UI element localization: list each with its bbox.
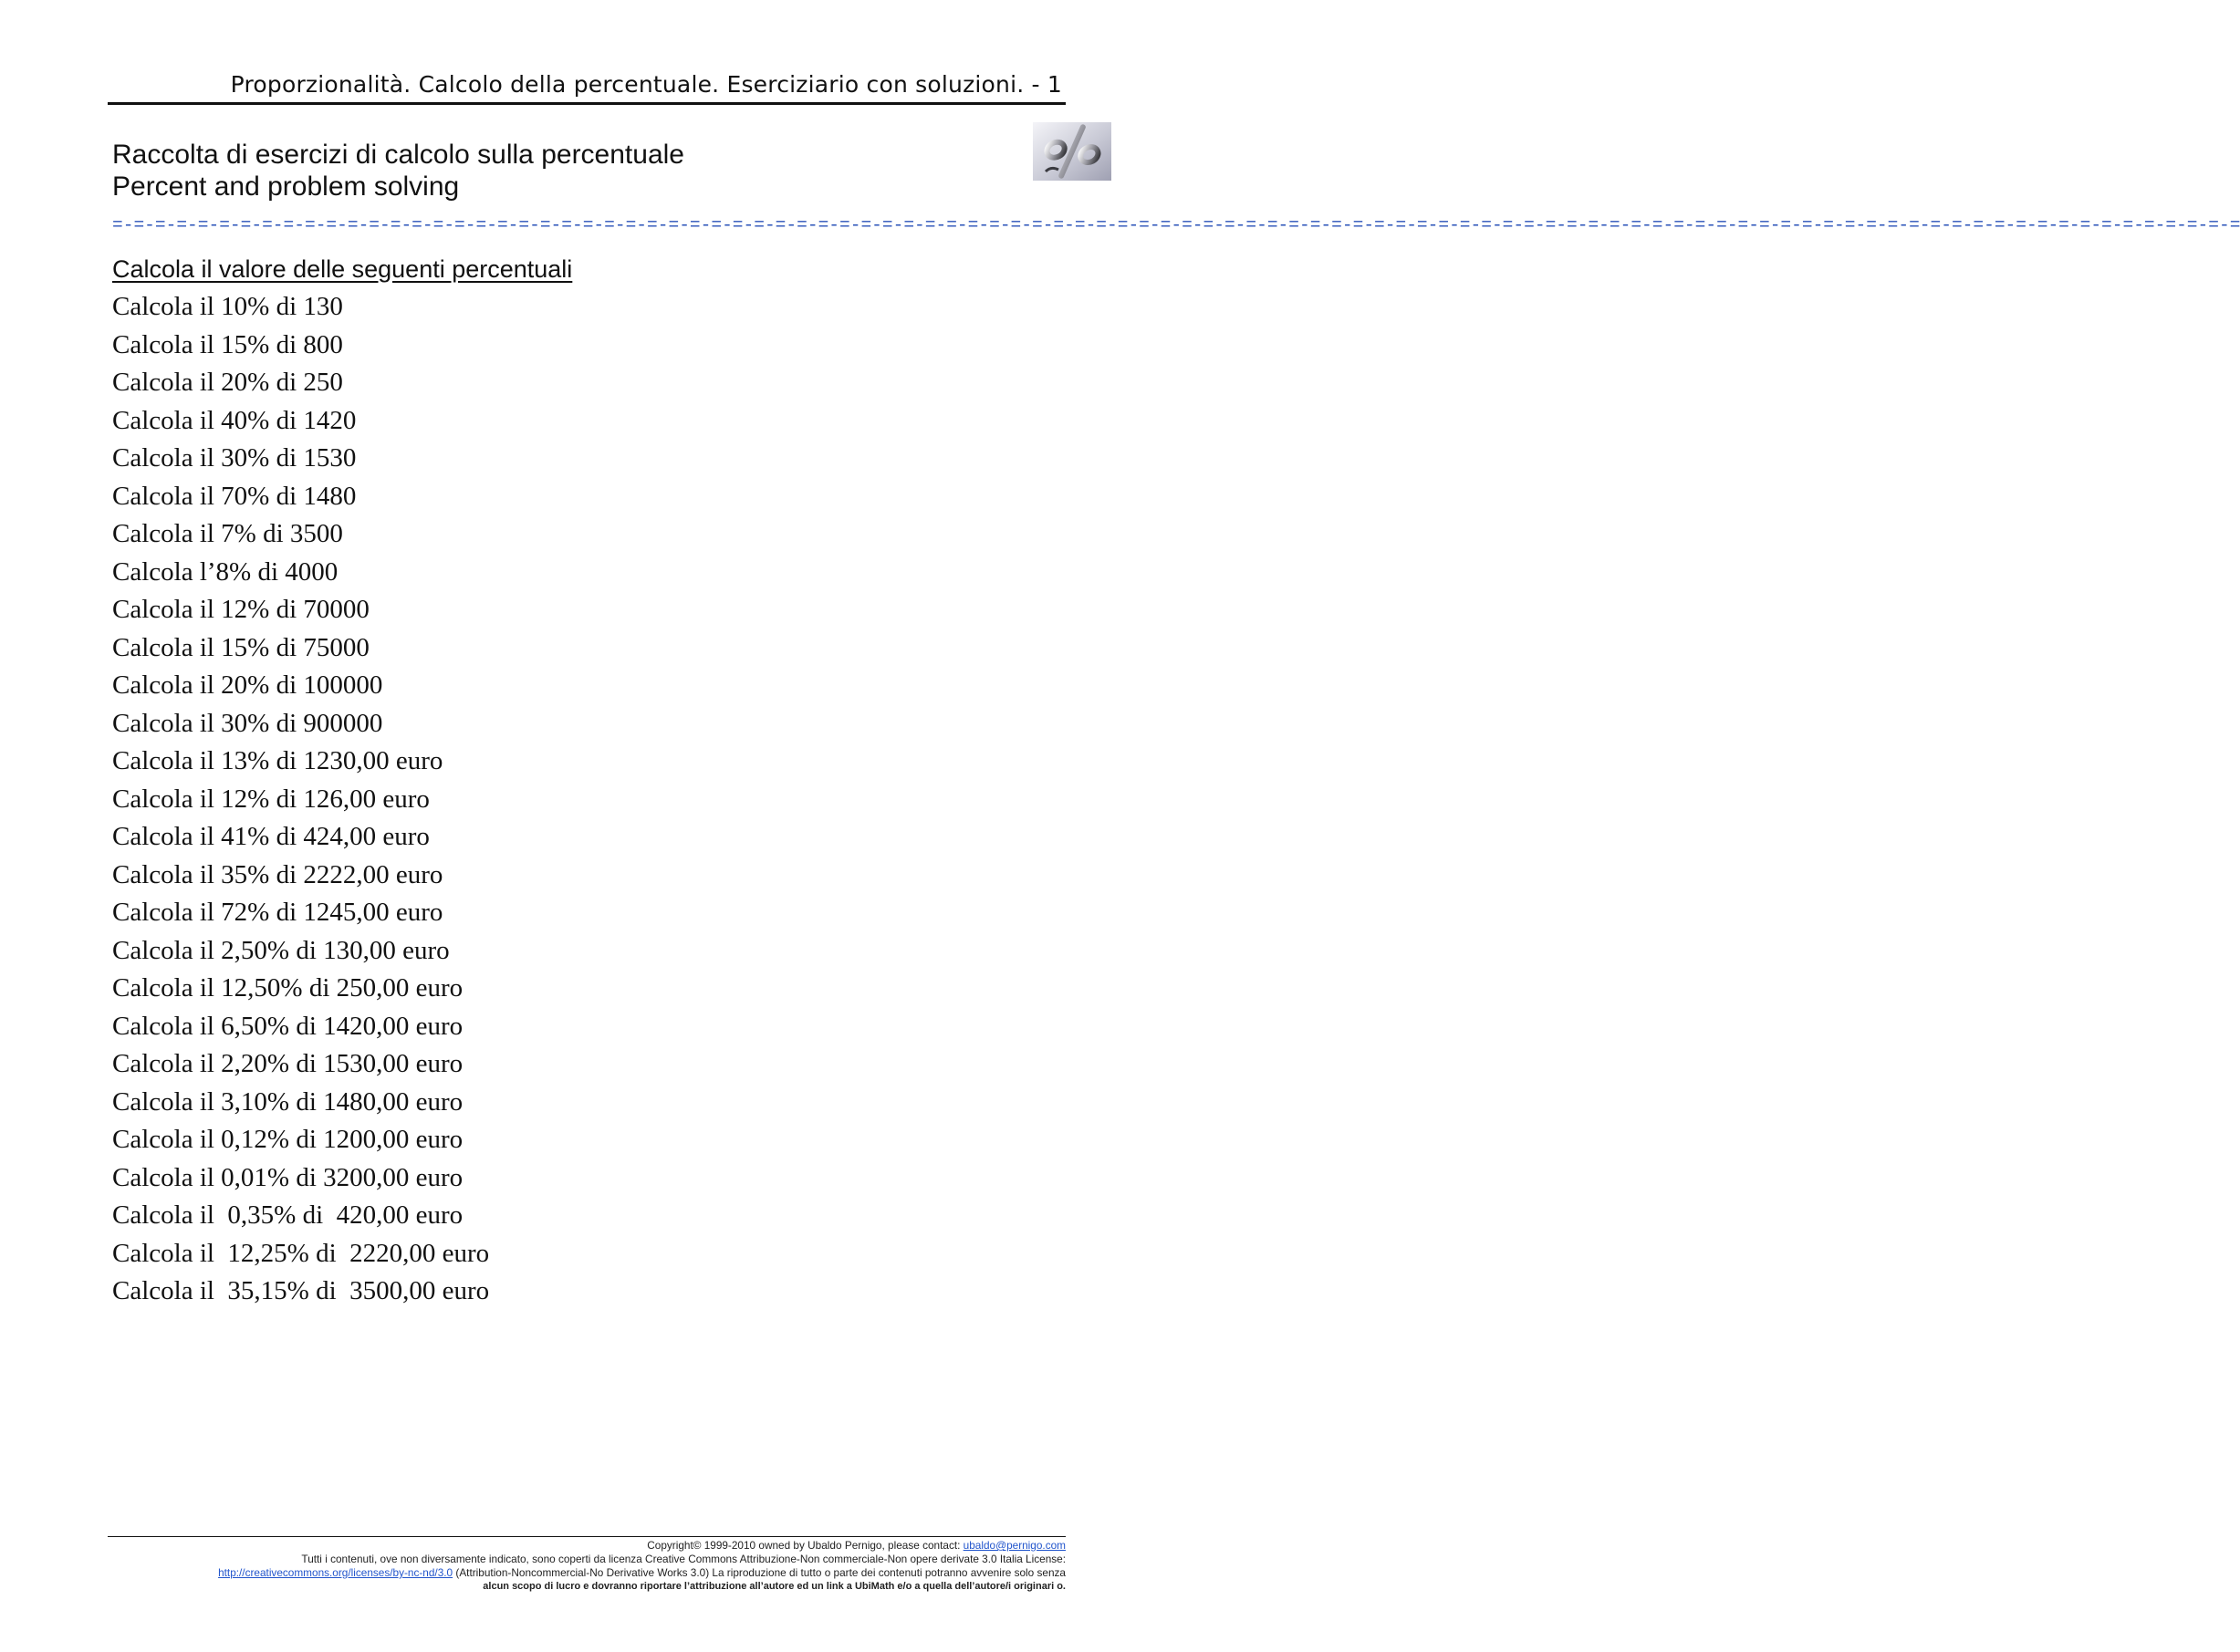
section-heading: Calcola il valore delle seguenti percentuali <box>112 255 573 283</box>
license-description: (Attribution-Noncommercial-No Derivative Works 3.0) La riproduzione di tutto o parte dei contenuti potranno avvenire solo senza <box>453 1566 1066 1579</box>
exercise-item: Calcola il 0,12% di 1200,00 euro <box>112 1125 464 1154</box>
exercise-item: Calcola il 10% di 130 <box>112 292 343 321</box>
document-title <box>112 139 684 203</box>
dash-divider: =-=-=-=-=-=-=-=-=-=-=-=-=-=-=-=-=-=-=-=-=-=-=-=-=-=-=-=-=-=-=-=-=-=-=-=-=-=-=-=-=-=-=-=-=-=-=-=-=-=-=-=-=-=-=-=-=-=-=-=-=-=-=-=-=-=-=-=-=-=-=-=-=-=-=-=-=-=-=-=-=-=-=-=-=-=-=-=-=-=-=-=-=-=-=-=-=-=-=-= <box>112 215 2240 235</box>
exercise-item: Calcola il 3,10% di 1480,00 euro <box>112 1086 464 1117</box>
exercise-item: Calcola il 0,35% di 420,00 euro <box>112 1200 464 1230</box>
footer-license-line: Tutti i contenuti, ove non diversamente indicato, sono coperti da licenza Creative Commons Attribuzione-Non commerciale-Non opere derivate 3.0 Italia License: <box>301 1553 1066 1565</box>
exercise-item: Calcola il 13% di 1230,00 euro <box>112 746 443 775</box>
exercise-item: Calcola il 12,50% di 250,00 euro <box>112 973 464 1003</box>
exercise-item: Calcola il 35,15% di 3500,00 euro <box>112 1276 490 1305</box>
exercise-item: Calcola il 40% di 1420 <box>112 405 357 435</box>
copyright-text: Copyright© 1999-2010 owned by Ubaldo Pernigo, please contact: <box>647 1539 964 1552</box>
exercise-item: Calcola il 15% di 75000 <box>112 632 370 662</box>
percent-sign-icon <box>1033 122 1111 181</box>
exercise-item: Calcola il 72% di 1245,00 euro <box>112 898 443 927</box>
license-url-link[interactable]: http://creativecommons.org/licenses/by-nc-nd/3.0 <box>218 1566 453 1579</box>
title-english: Percent and problem solving <box>112 171 460 202</box>
footer-license-url-line <box>108 1566 1066 1580</box>
exercise-item: Calcola il 15% di 800 <box>112 329 343 359</box>
title-italian: Raccolta di esercizi di calcolo sulla percentuale <box>112 140 684 170</box>
exercise-item: Calcola il 35% di 2222,00 euro <box>112 859 443 889</box>
page-footer <box>108 1536 1066 1594</box>
exercise-item: Calcola il 2,20% di 1530,00 euro <box>112 1049 464 1078</box>
exercise-item: Calcola il 0,01% di 3200,00 euro <box>112 1162 464 1192</box>
exercise-item: Calcola il 20% di 100000 <box>112 670 383 700</box>
exercise-list <box>112 288 489 1311</box>
exercise-item: Calcola il 41% di 424,00 euro <box>112 822 430 851</box>
exercise-item: Calcola il 12% di 70000 <box>112 595 370 624</box>
exercise-item: Calcola il 2,50% di 130,00 euro <box>112 935 450 965</box>
page-header <box>108 69 1066 105</box>
exercise-item: Calcola il 7% di 3500 <box>112 519 343 548</box>
exercise-item: Calcola il 30% di 900000 <box>112 708 383 738</box>
exercise-item: Calcola il 12% di 126,00 euro <box>112 784 430 814</box>
exercise-item: Calcola il 70% di 1480 <box>112 481 357 511</box>
exercise-item: Calcola il 6,50% di 1420,00 euro <box>112 1011 464 1041</box>
exercise-item: Calcola il 30% di 1530 <box>112 443 357 473</box>
exercise-item: Calcola il 20% di 250 <box>112 368 343 397</box>
footer-copyright <box>108 1539 1066 1553</box>
running-header-title: Proporzionalità. Calcolo della percentuale. Eserciziario con soluzioni. - 1 <box>230 71 1062 98</box>
contact-email-link[interactable]: ubaldo@pernigo.com <box>963 1539 1066 1552</box>
exercise-item: Calcola il 12,25% di 2220,00 euro <box>112 1238 490 1268</box>
footer-attribution: alcun scopo di lucro e dovranno riportare l’attribuzione all’autore ed un link a UbiMath e/o a quella dell’autore/i originari o. <box>483 1581 1066 1592</box>
exercise-item: Calcola l’8% di 4000 <box>112 556 339 587</box>
